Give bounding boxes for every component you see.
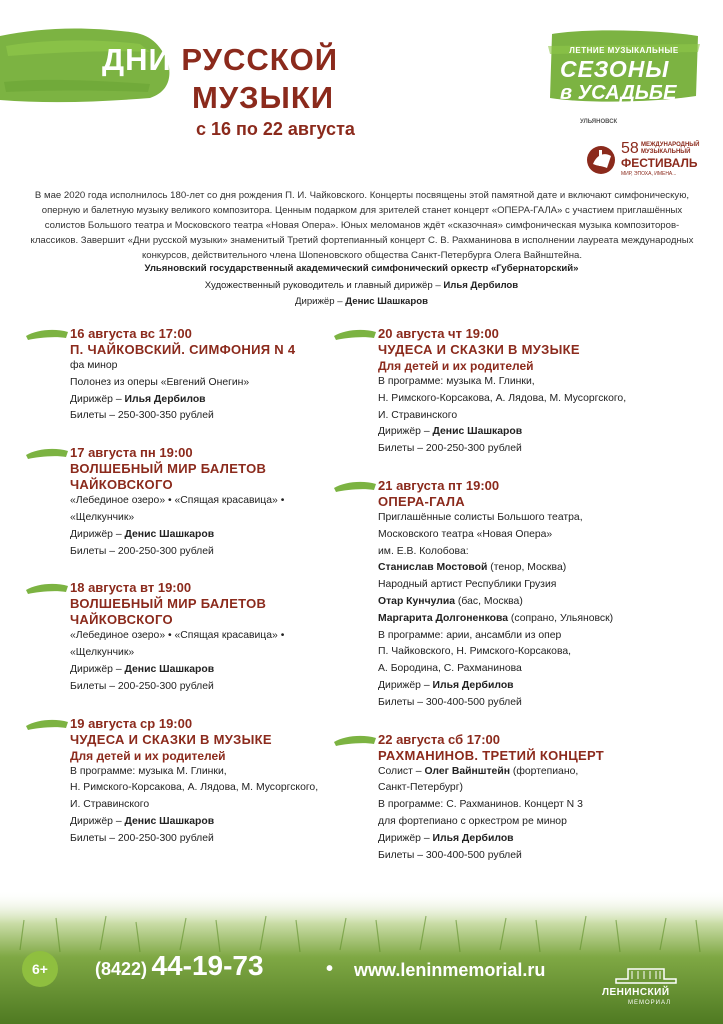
conductor-name: Денис Шашкаров (345, 296, 429, 307)
event-datetime: 22 августа сб 17:00 (378, 731, 501, 747)
event-detail-line (378, 661, 708, 678)
green-swoosh-icon (334, 734, 376, 746)
intro-paragraph: В мае 2020 года исполнилось 180-лет со дня рождения П. И. Чайковского. Концерты посвящены этой памятной дате и включают симфоническую, оперную и балетную музыку великого композитора. Ценным подарком для зрителей станет концерт «ОПЕРА-ГАЛА» с участием приглашённых солистов Большого театра и Московского театра «Новая Опера». Юных меломанов ждёт «сказочная» симфоническая музыка композиторов-классиков. Завершит «Дни русской музыки» знаменитый Третий фортепианный концерт С. В. Рахманинова в исполнении лауреата международных конкурсов, действительного члена Шопеновского общества Санкт-Петербурга Олега Вайнштейна. (30, 190, 694, 261)
footer-separator: • (326, 958, 334, 980)
detail-name: Илья Дербилов (124, 393, 206, 405)
detail-text: «Лебединое озеро» • «Спящая красавица» • (70, 630, 285, 642)
logo-city-text: УЛЬЯНОВСК (580, 119, 618, 125)
event-detail-line (70, 797, 340, 814)
detail-name: Денис Шашкаров (124, 528, 215, 540)
detail-text: Солист – (378, 765, 425, 777)
detail-text: (фортепиано, (509, 765, 579, 777)
website-link[interactable]: www.leninmemorial.ru (354, 960, 546, 980)
detail-text: «Щелкунчик» (70, 511, 135, 523)
event-subtitle: Для детей и их родителей (70, 748, 226, 763)
detail-text: Приглашённые солисты Большого театра, (378, 511, 583, 523)
orchestra-credit (0, 263, 723, 274)
event-detail-line (70, 645, 340, 662)
event-detail-line (378, 797, 708, 814)
event-card (70, 716, 340, 848)
event-detail-line (70, 544, 340, 561)
detail-text: Билеты – 300-400-500 рублей (378, 849, 522, 861)
detail-text: (тенор, Москва) (487, 562, 567, 574)
detail-text: Дирижёр – (378, 426, 433, 438)
event-detail-line (70, 527, 340, 544)
event-title: ОПЕРА-ГАЛА (378, 493, 465, 509)
detail-text: «Щелкунчик» (70, 647, 135, 659)
event-detail-line (70, 764, 340, 781)
detail-text: Билеты – 200-250-300 рублей (70, 545, 214, 557)
event-detail-line (378, 644, 708, 661)
conductor-label: Дирижёр – (294, 296, 343, 307)
conductor-credit (0, 296, 723, 307)
event-detail-line (378, 424, 708, 441)
event-detail-line (378, 611, 708, 628)
event-detail-line (70, 831, 340, 848)
detail-text: (сопрано, Ульяновск) (508, 612, 614, 624)
seasons-logo (548, 26, 700, 125)
detail-text: Санкт-Петербург) (378, 782, 463, 794)
detail-name: Отар Кунчулиа (378, 595, 456, 607)
detail-text: Дирижёр – (70, 528, 125, 540)
green-swoosh-icon (26, 718, 68, 730)
festival-motto: МИР, ЭПОХА, ИМЕНА... (621, 171, 677, 177)
festival-name: ФЕСТИВАЛЬ (621, 156, 698, 170)
detail-text: «Лебединое озеро» • «Спящая красавица» • (70, 495, 285, 507)
director-name: Илья Дербилов (443, 280, 519, 291)
event-detail-line (378, 408, 708, 425)
festival-logo (585, 140, 705, 185)
event-title: П. ЧАЙКОВСКИЙ. СИМФОНИЯ N 4 (70, 342, 296, 357)
event-title: ЧУДЕСА И СКАЗКИ В МУЗЫКЕ (378, 342, 580, 357)
memorial-line2: МЕМОРИАЛ (628, 1000, 672, 1006)
memorial-building-icon (614, 963, 678, 985)
title-red: РУССКОЙ (181, 42, 339, 77)
detail-text: Дирижёр – (70, 393, 125, 405)
event-datetime: 21 августа пт 19:00 (378, 477, 500, 493)
festival-line1: МЕЖДУНАРОДНЫЙ (641, 142, 700, 148)
phone-code: (8422) (95, 959, 148, 979)
lenin-memorial-logo (600, 963, 690, 1013)
festival-number: 58 (621, 140, 639, 157)
event-detail-line (378, 560, 708, 577)
event-dates: с 16 по 22 августа (196, 119, 355, 139)
detail-text: Народный артист Республики Грузия (378, 579, 557, 591)
detail-text: В программе: музыка М. Глинки, (378, 376, 535, 387)
memorial-line1: ЛЕНИНСКИЙ (602, 987, 670, 998)
age-rating-badge: 6+ (22, 951, 58, 987)
event-card (70, 580, 340, 695)
detail-name: Денис Шашкаров (432, 426, 523, 438)
event-detail-line (378, 441, 708, 458)
detail-name: Денис Шашкаров (124, 815, 215, 827)
event-detail-line (70, 662, 340, 679)
event-detail-line (378, 831, 708, 848)
event-detail-line (378, 780, 708, 797)
detail-text: Полонез из оперы «Евгений Онегин» (70, 376, 250, 388)
green-swoosh-icon (26, 582, 68, 594)
green-swoosh-icon (334, 480, 376, 492)
detail-text: Московского театра «Новая Опера» (378, 528, 553, 540)
detail-text: Дирижёр – (378, 832, 433, 844)
phone-digits: 44-19-73 (151, 950, 264, 981)
event-detail-line (378, 527, 708, 544)
event-title: ЧУДЕСА И СКАЗКИ В МУЗЫКЕ (70, 731, 272, 747)
director-label: Художественный руководитель и главный дирижёр – (204, 280, 441, 291)
event-detail-line (378, 695, 708, 712)
event-detail-line (70, 408, 340, 425)
orchestra-name: Ульяновский государственный академический симфонический оркестр «Губернаторский» (144, 263, 579, 274)
event-detail-line (70, 628, 340, 645)
director-credit (0, 280, 723, 291)
event-datetime: 18 августа вт 19:00 (70, 580, 192, 596)
green-swoosh-icon (26, 447, 68, 459)
event-title: РАХМАНИНОВ. ТРЕТИЙ КОНЦЕРТ (378, 747, 605, 763)
event-subtitle: Для детей и их родителей (378, 359, 534, 373)
event-detail-line (378, 594, 708, 611)
detail-name: Станислав Мостовой (378, 562, 488, 574)
event-detail-line (70, 358, 340, 375)
event-detail-line (70, 493, 340, 510)
title-white: ДНИ (102, 42, 172, 77)
event-detail-line (378, 510, 708, 527)
events-right-column (378, 326, 708, 884)
event-detail-line (70, 392, 340, 409)
detail-text: П. Чайковского, Н. Римского-Корсакова, (378, 646, 572, 658)
detail-text: Дирижёр – (70, 663, 125, 675)
detail-text: Билеты – 250-300-350 рублей (70, 410, 214, 422)
detail-text: Дирижёр – (378, 679, 433, 691)
green-swoosh-icon (334, 328, 376, 340)
detail-text: Н. Римского-Корсакова, А. Лядова, М. Мусоргского, (378, 392, 627, 404)
event-detail-line (378, 848, 708, 865)
detail-text: Билеты – 200-250-300 рублей (70, 680, 214, 692)
detail-text: Дирижёр – (70, 815, 125, 827)
event-title: ЧАЙКОВСКОГО (70, 612, 173, 628)
detail-text: Билеты – 300-400-500 рублей (378, 696, 522, 708)
green-swoosh-icon (26, 328, 68, 340)
detail-text: им. Е.В. Колобова: (378, 545, 469, 557)
event-datetime: 20 августа чт 19:00 (378, 326, 499, 341)
event-card (378, 326, 708, 458)
event-detail-line (70, 814, 340, 831)
title-line2: МУЗЫКИ (192, 80, 335, 115)
detail-name: Олег Вайнштейн (424, 765, 510, 777)
detail-name: Маргарита Долгоненкова (378, 612, 509, 624)
event-card (70, 326, 340, 425)
event-detail-line (378, 764, 708, 781)
logo-main-text: СЕЗОНЫ (560, 56, 670, 82)
event-title: ВОЛШЕБНЫЙ МИР БАЛЕТОВ (70, 596, 267, 612)
event-card (378, 732, 708, 865)
detail-text: В программе: арии, ансамбли из опер (378, 629, 562, 641)
festival-label (641, 142, 699, 156)
event-detail-line (378, 374, 708, 391)
event-datetime: 17 августа пн 19:00 (70, 445, 193, 461)
phone-number[interactable] (95, 950, 264, 982)
detail-text: В программе: С. Рахманинов. Концерт N 3 (378, 799, 583, 811)
detail-text: Н. Римского-Корсакова, А. Лядова, М. Мусоргского, (70, 782, 319, 794)
detail-text: Билеты – 200-250-300 рублей (70, 832, 214, 844)
event-detail-line (70, 780, 340, 797)
event-detail-line (378, 814, 708, 831)
detail-name: Илья Дербилов (432, 832, 514, 844)
detail-text: фа минор (70, 360, 118, 371)
detail-text: Билеты – 200-250-300 рублей (378, 443, 522, 455)
event-title: ВОЛШЕБНЫЙ МИР БАЛЕТОВ (70, 461, 267, 477)
event-datetime: 19 августа ср 19:00 (70, 715, 193, 731)
event-title: ЧАЙКОВСКОГО (70, 477, 173, 493)
event-detail-line (378, 391, 708, 408)
event-detail-line (70, 679, 340, 696)
detail-name: Илья Дербилов (432, 679, 514, 691)
detail-text: И. Стравинского (70, 799, 150, 811)
event-detail-line (378, 628, 708, 645)
title-line1 (102, 42, 338, 78)
event-detail-line (70, 510, 340, 527)
logo-sub-text: в УСАДЬБЕ (560, 82, 677, 104)
event-detail-line (378, 577, 708, 594)
festival-emblem-icon (585, 144, 617, 176)
detail-name: Денис Шашкаров (124, 663, 215, 675)
event-detail-line (70, 375, 340, 392)
detail-text: И. Стравинского (378, 409, 458, 421)
detail-text: В программе: музыка М. Глинки, (70, 765, 227, 777)
event-datetime: 16 августа вс 17:00 (70, 326, 192, 341)
event-detail-line (378, 678, 708, 695)
festival-line2: МУЗЫКАЛЬНЫЙ (641, 149, 691, 155)
event-card (70, 445, 340, 560)
events-left-column (70, 326, 340, 868)
detail-text: А. Бородина, С. Рахманинова (378, 663, 522, 675)
event-detail-line (378, 544, 708, 561)
logo-top-text: ЛЕТНИЕ МУЗЫКАЛЬНЫЕ (569, 46, 679, 55)
event-card (378, 478, 708, 712)
detail-text: для фортепиано с оркестром ре минор (378, 815, 567, 827)
detail-text: (бас, Москва) (455, 595, 523, 607)
